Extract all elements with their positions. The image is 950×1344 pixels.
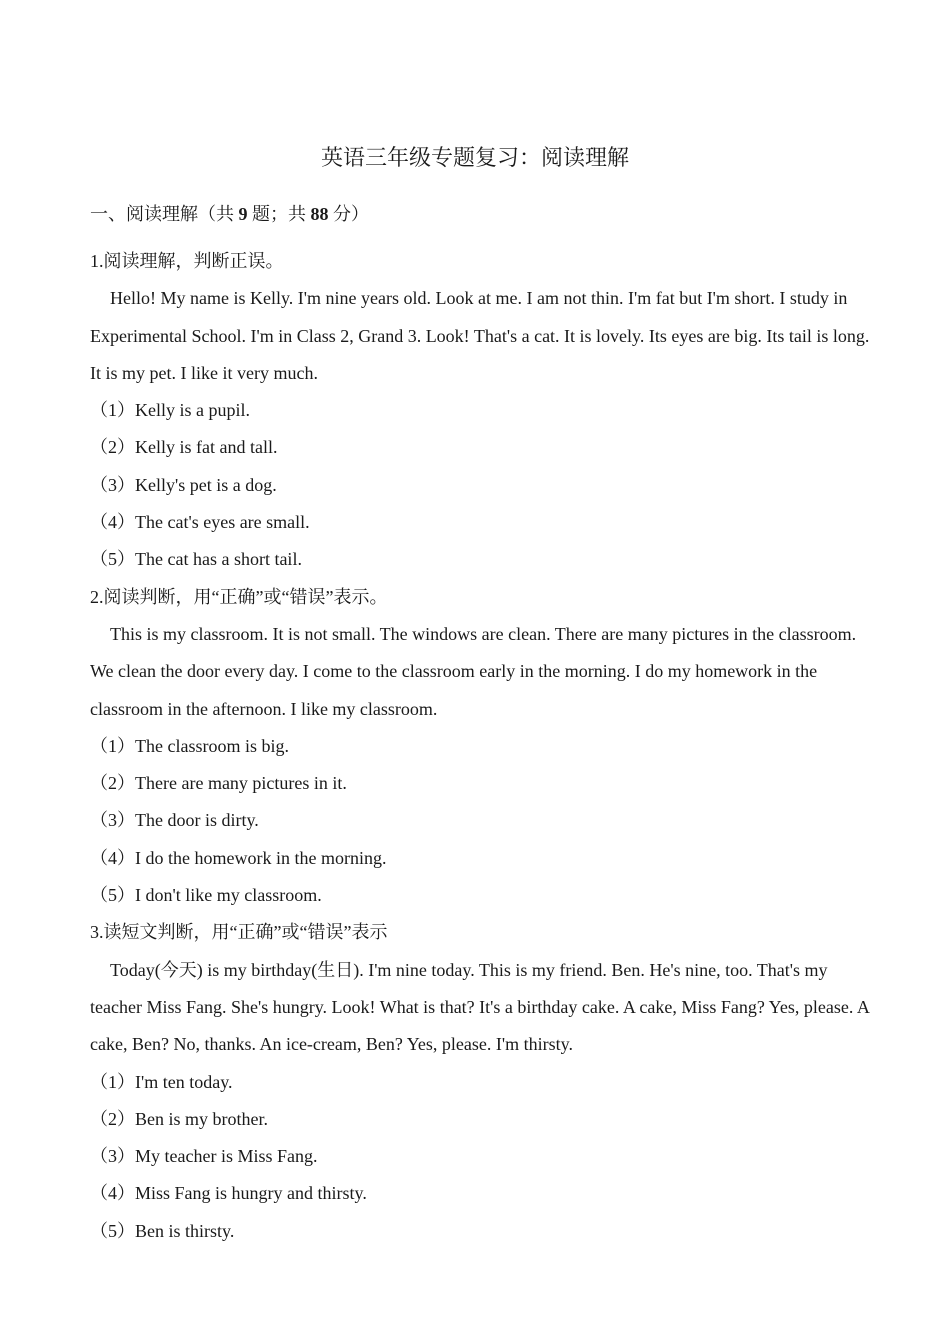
statement-item: （1）Kelly is a pupil.	[90, 400, 250, 421]
question-count: 9	[238, 204, 248, 224]
question-1	[90, 243, 870, 579]
question-heading: 2.阅读判断，用“正确”或“错误”表示。	[90, 586, 388, 607]
statement-item: （4）I do the homework in the morning.	[90, 847, 387, 868]
statement-item: （5）I don't like my classroom.	[90, 885, 322, 906]
statement-item: （4）The cat's eyes are small.	[90, 512, 310, 533]
question-2	[90, 579, 870, 915]
statement-item: （1）The classroom is big.	[90, 735, 289, 756]
statement-item: （5）Ben is thirsty.	[90, 1220, 235, 1241]
section-prefix: 一、阅读理解（共	[90, 204, 234, 224]
statement-item: （2）Kelly is fat and tall.	[90, 437, 278, 458]
statement-item: （5）The cat has a short tail.	[90, 549, 302, 570]
section-suffix: 分）	[333, 204, 369, 224]
statement-item: （3）Kelly's pet is a dog.	[90, 474, 277, 495]
statement-item: （2）Ben is my brother.	[90, 1108, 268, 1129]
question-heading: 3.读短文判断，用“正确”或“错误”表示	[90, 922, 388, 943]
statement-item: （1）I'm ten today.	[90, 1071, 233, 1092]
statement-item: （2）There are many pictures in it.	[90, 773, 347, 794]
reading-passage: This is my classroom. It is not small. The windows are clean. There are many pictures in the classroom. We clean the door every day. I come to the classroom early in the morning. I do my homework in the classroom in the afternoon. I like my classroom.	[90, 623, 857, 719]
questions-container	[90, 243, 870, 1250]
statement-item: （4）Miss Fang is hungry and thirsty.	[90, 1183, 367, 1204]
section-mid: 题；共	[252, 204, 306, 224]
total-points: 88	[310, 204, 329, 224]
statement-item: （3）The door is dirty.	[90, 810, 259, 831]
question-3	[90, 914, 870, 1250]
reading-passage: Today(今天) is my birthday(生日). I'm nine today. This is my friend. Ben. He's nine, too. That's my teacher Miss Fang. She's hungry. Look! What is that? It's a birthday cake. A cake, Miss Fang? Yes, please. A cake, Ben? No, thanks. An ice-cream, Ben? Yes, please. I'm thirsty.	[90, 959, 869, 1055]
statement-item: （3）My teacher is Miss Fang.	[90, 1146, 318, 1167]
reading-passage: Hello! My name is Kelly. I'm nine years old. Look at me. I am not thin. I'm fat but I'm short. I study in Experimental School. I'm in Class 2, Grand 3. Look! That's a cat. It is lovely. Its eyes are big. Its tail is long. It is my pet. I like it very much.	[90, 288, 870, 383]
section-header	[90, 199, 369, 229]
page-title: 英语三年级专题复习：阅读理解	[320, 145, 629, 170]
question-heading: 1.阅读理解，判断正误。	[90, 251, 284, 271]
